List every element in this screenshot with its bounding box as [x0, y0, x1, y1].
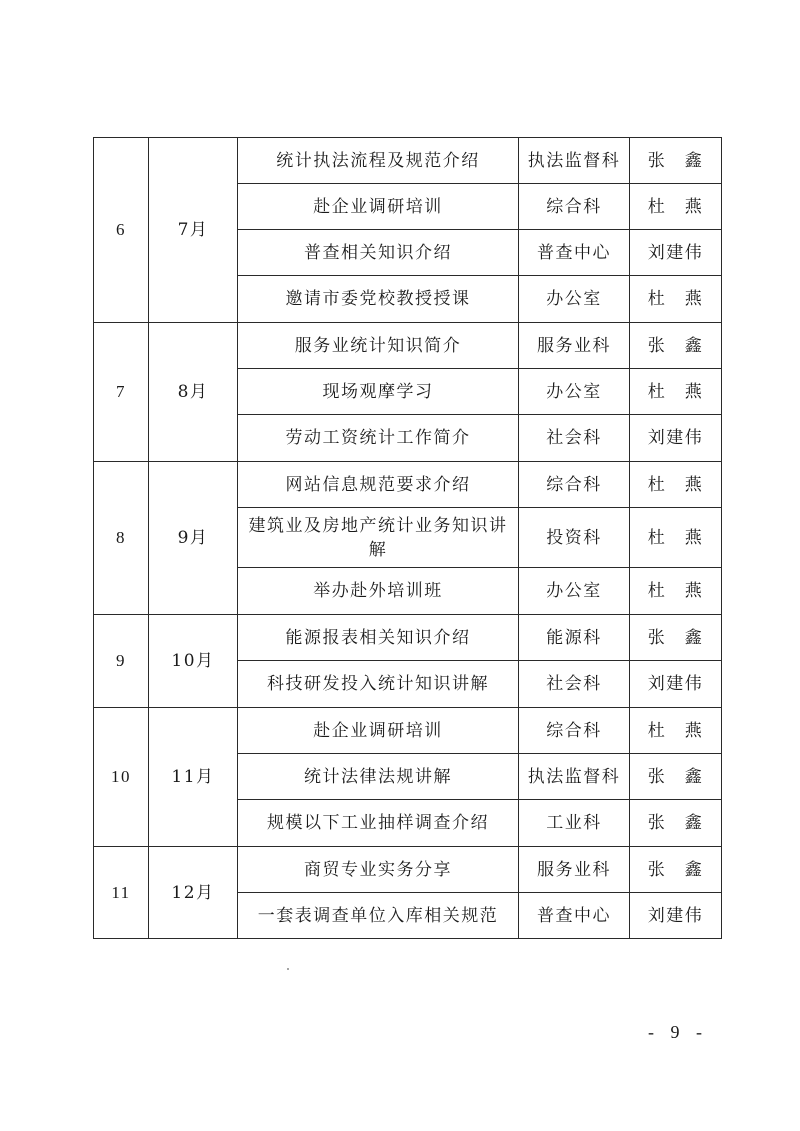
dept-cell: 服务业科: [519, 847, 630, 893]
dept-cell: 办公室: [519, 369, 630, 415]
dept-cell: 社会科: [519, 661, 630, 708]
person-cell: 张 鑫: [630, 138, 722, 184]
person-cell: 杜 燕: [630, 184, 722, 230]
person-cell: 刘建伟: [630, 661, 722, 708]
dept-cell: 执法监督科: [519, 138, 630, 184]
month-cell: 8月: [149, 323, 238, 462]
dept-cell: 办公室: [519, 276, 630, 323]
page-number: - 9 -: [648, 1022, 708, 1042]
seq-number: 6: [94, 138, 149, 323]
seq-number: 11: [94, 847, 149, 939]
seq-number: 9: [94, 615, 149, 708]
person-cell: 杜 燕: [630, 568, 722, 615]
dept-cell: 能源科: [519, 615, 630, 661]
content-cell: 能源报表相关知识介绍: [238, 615, 519, 661]
person-cell: 刘建伟: [630, 230, 722, 276]
scan-speck: [287, 968, 289, 970]
content-cell: 普查相关知识介绍: [238, 230, 519, 276]
dept-cell: 综合科: [519, 462, 630, 508]
table-row: [94, 462, 722, 508]
dept-cell: 普查中心: [519, 893, 630, 939]
table-row: [94, 708, 722, 754]
person-cell: 刘建伟: [630, 415, 722, 462]
table-row: [94, 847, 722, 893]
person-cell: 张 鑫: [630, 323, 722, 369]
month-cell: 12月: [149, 847, 238, 939]
content-cell: 服务业统计知识简介: [238, 323, 519, 369]
person-cell: 杜 燕: [630, 276, 722, 323]
seq-number: 10: [94, 708, 149, 847]
month-cell: 7月: [149, 138, 238, 323]
training-schedule-table: [93, 137, 722, 939]
content-cell: 商贸专业实务分享: [238, 847, 519, 893]
month-cell: 11月: [149, 708, 238, 847]
content-cell: 邀请市委党校教授授课: [238, 276, 519, 323]
table-row: [94, 615, 722, 661]
month-cell: 9月: [149, 462, 238, 615]
dept-cell: 执法监督科: [519, 754, 630, 800]
table-row: [94, 138, 722, 184]
month-cell: 10月: [149, 615, 238, 708]
content-cell: 统计执法流程及规范介绍: [238, 138, 519, 184]
content-cell: 规模以下工业抽样调查介绍: [238, 800, 519, 847]
content-cell: 建筑业及房地产统计业务知识讲解: [238, 508, 519, 568]
person-cell: 张 鑫: [630, 615, 722, 661]
person-cell: 张 鑫: [630, 754, 722, 800]
content-cell: 科技研发投入统计知识讲解: [238, 661, 519, 708]
person-cell: 杜 燕: [630, 708, 722, 754]
dept-cell: 综合科: [519, 708, 630, 754]
person-cell: 刘建伟: [630, 893, 722, 939]
content-cell: 赴企业调研培训: [238, 184, 519, 230]
dept-cell: 工业科: [519, 800, 630, 847]
table-row: [94, 323, 722, 369]
dept-cell: 服务业科: [519, 323, 630, 369]
content-cell: 一套表调查单位入库相关规范: [238, 893, 519, 939]
person-cell: 张 鑫: [630, 847, 722, 893]
person-cell: 张 鑫: [630, 800, 722, 847]
person-cell: 杜 燕: [630, 369, 722, 415]
seq-number: 8: [94, 462, 149, 615]
person-cell: 杜 燕: [630, 462, 722, 508]
dept-cell: 综合科: [519, 184, 630, 230]
person-cell: 杜 燕: [630, 508, 722, 568]
dept-cell: 投资科: [519, 508, 630, 568]
content-cell: 举办赴外培训班: [238, 568, 519, 615]
content-cell: 网站信息规范要求介绍: [238, 462, 519, 508]
dept-cell: 普查中心: [519, 230, 630, 276]
dept-cell: 办公室: [519, 568, 630, 615]
content-cell: 劳动工资统计工作简介: [238, 415, 519, 462]
content-cell: 赴企业调研培训: [238, 708, 519, 754]
content-cell: 统计法律法规讲解: [238, 754, 519, 800]
dept-cell: 社会科: [519, 415, 630, 462]
content-cell: 现场观摩学习: [238, 369, 519, 415]
seq-number: 7: [94, 323, 149, 462]
